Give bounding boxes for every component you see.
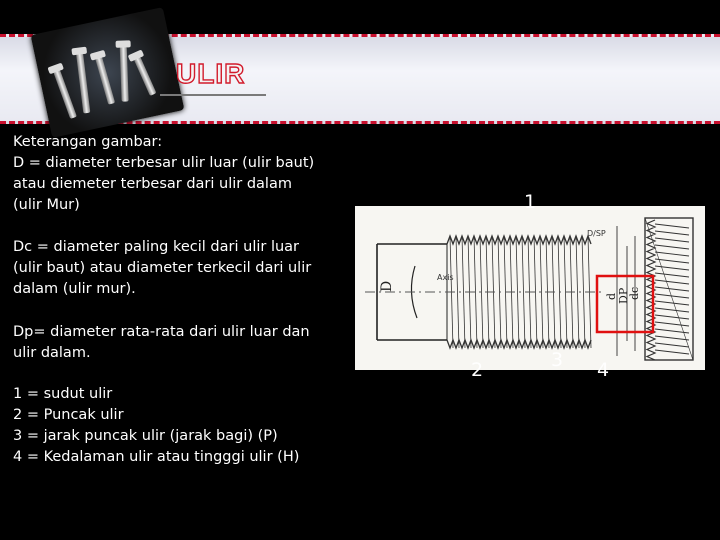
callout-2: 2: [471, 359, 484, 381]
dc-definition-line3: dalam (ulir mur).: [13, 281, 136, 297]
dc-definition-line1: Dc = diameter paling kecil dari ulir luar: [13, 239, 300, 255]
label-dsp: D/SP: [587, 229, 606, 238]
slide-title: ULIR: [176, 58, 246, 89]
dp-definition-line2: ulir dalam.: [13, 345, 91, 361]
legend-item-2: 2 = Puncak ulir: [13, 407, 124, 423]
callout-4: 4: [597, 359, 610, 381]
title-underline: [160, 94, 266, 96]
dc-definition-line2: (ulir baut) atau diameter terkecil dari ulir: [13, 260, 312, 276]
label-d-small: d: [605, 292, 618, 300]
thread-drawing: [355, 206, 705, 370]
legend-item-1: 1 = sudut ulir: [13, 386, 113, 402]
explanation-text: [13, 132, 353, 468]
thread-diagram: [355, 206, 705, 370]
label-dc: dc: [628, 286, 641, 300]
d-definition-line3: (ulir Mur): [13, 197, 80, 213]
label-axis: Axis: [437, 273, 454, 282]
keterangan-heading: Keterangan gambar:: [13, 134, 163, 150]
label-d: D: [379, 280, 395, 292]
d-definition-line2: atau diemeter terbesar dari ulir dalam: [13, 176, 292, 192]
legend-item-4: 4 = Kedalaman ulir atau tingggi ulir (H): [13, 449, 300, 465]
callout-3: 3: [551, 349, 564, 371]
label-dp: DP: [617, 287, 630, 304]
d-definition-line1: D = diameter terbesar ulir luar (ulir baut): [13, 155, 315, 171]
dp-definition-line1: Dp= diameter rata-rata dari ulir luar dan: [13, 324, 310, 340]
callout-1: 1: [524, 191, 537, 213]
legend-item-3: 3 = jarak puncak ulir (jarak bagi) (P): [13, 428, 278, 444]
